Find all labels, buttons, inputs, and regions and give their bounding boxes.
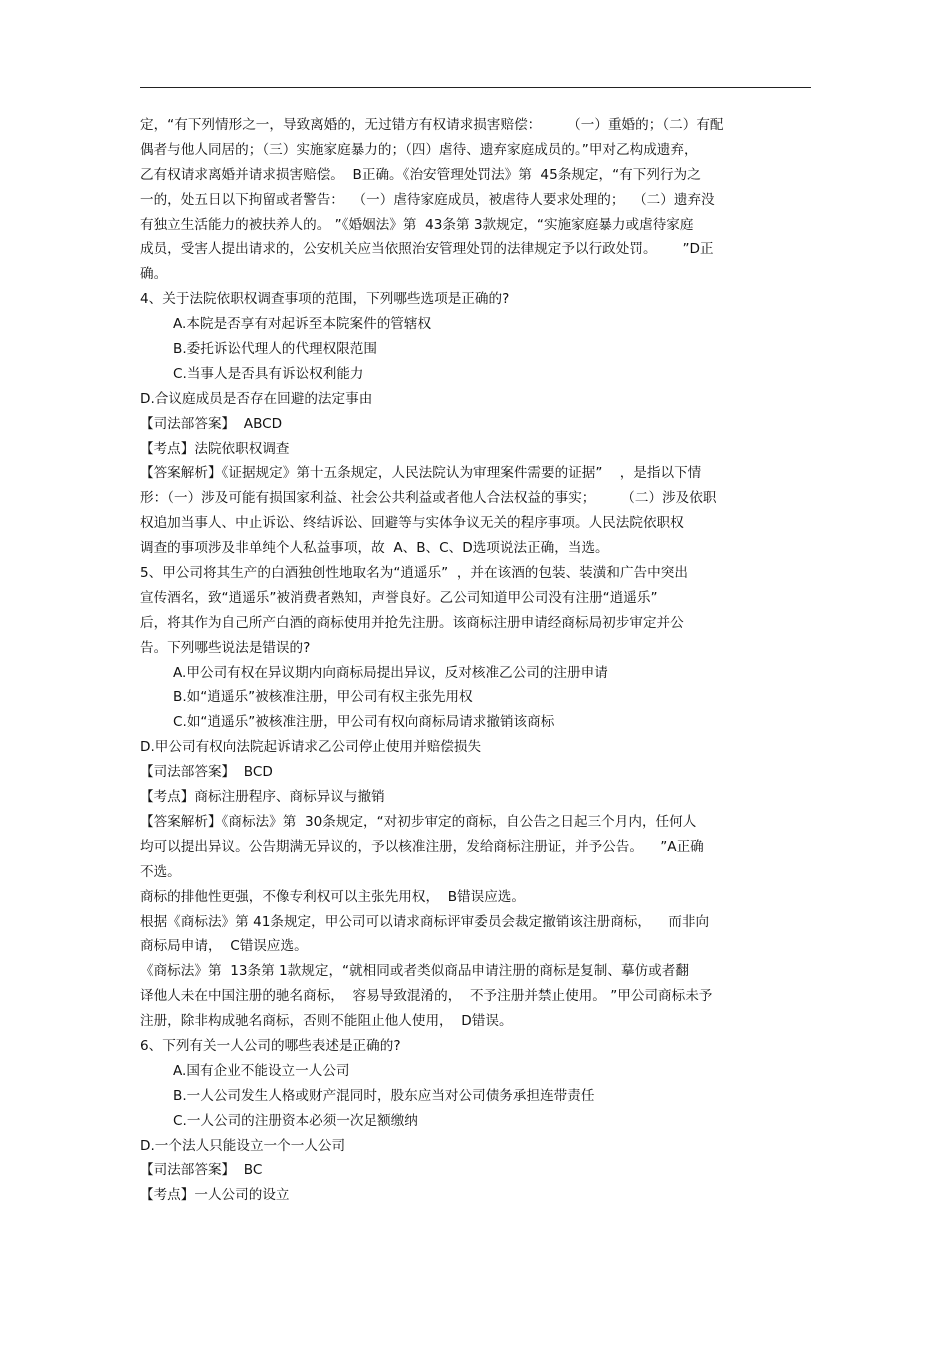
text-line: 形：（一）涉及可能有损国家利益、社会公共利益或者他人合法权益的事实； （二）涉及依职 [140, 490, 717, 507]
text-line: 【考点】法院依职权调查 [140, 440, 290, 457]
text-line: 5、甲公司将其生产的白酒独创性地取名为“逍遥乐” ，并在该酒的包装、装潢和广告中突出 [140, 565, 688, 582]
text-line: 【司法部答案】 BCD [140, 764, 273, 781]
header-rule [140, 87, 811, 88]
text-line: 商标的排他性更强，不像专利权可以主张先用权， B错误应选。 [140, 888, 525, 905]
text-line: 【司法部答案】 ABCD [140, 415, 283, 432]
text-line: 告。下列哪些说法是错误的? [140, 639, 311, 656]
text-line: C.如“逍遥乐”被核准注册，甲公司有权向商标局请求撤销该商标 [173, 714, 555, 731]
text-line: A.本院是否享有对起诉至本院案件的管辖权 [173, 316, 432, 333]
text-line: 调查的事项涉及非单纯个人私益事项，故 A、B、C、D选项说法正确，当选。 [140, 540, 609, 557]
text-line: C.一人公司的注册资本必须一次足额缴纳 [173, 1112, 418, 1129]
text-line: 后，将其作为自己所产白酒的商标使用并抢先注册。该商标注册申请经商标局初步审定并公 [140, 614, 684, 631]
text-line: 【考点】商标注册程序、商标异议与撤销 [140, 789, 385, 806]
text-line: 一的，处五日以下拘留或者警告： （一）虐待家庭成员，被虐待人要求处理的； （二）遗弃没 [140, 191, 715, 208]
text-line: A.甲公司有权在异议期内向商标局提出异议，反对核准乙公司的注册申请 [173, 664, 608, 681]
text-line: D.合议庭成员是否存在回避的法定事由 [140, 390, 373, 407]
text-line: 注册，除非构成驰名商标，否则不能阻止他人使用， D错误。 [140, 1013, 513, 1030]
text-line: 【答案解析】《商标法》第 30条规定，“对初步审定的商标，自公告之日起三个月内，任何人 [140, 813, 697, 830]
text-line: 【考点】一人公司的设立 [140, 1187, 290, 1204]
text-line: 均可以提出异议。公告期满无异议的，予以核准注册，发给商标注册证，并予公告。 ”A正确 [140, 838, 704, 855]
text-line: B.如“逍遥乐”被核准注册，甲公司有权主张先用权 [173, 689, 473, 706]
text-line: 宣传酒名，致“逍遥乐”被消费者熟知，声誉良好。乙公司知道甲公司没有注册“逍遥乐” [140, 589, 658, 606]
text-line: D.一个法人只能设立一个一人公司 [140, 1137, 346, 1154]
text-line: 乙有权请求离婚并请求损害赔偿。 B正确。《治安管理处罚法》第 45条规定，“有下列行为之 [140, 166, 701, 183]
text-line: 偶者与他人同居的；（三）实施家庭暴力的；（四）虐待、遗弃家庭成员的。”甲对乙构成遗弃， [140, 141, 698, 158]
text-line: 成员，受害人提出请求的，公安机关应当依照治安管理处罚的法律规定予以行政处罚。 ”D正 [140, 241, 714, 258]
text-line: D.甲公司有权向法院起诉请求乙公司停止使用并赔偿损失 [140, 739, 482, 756]
text-line: B.委托诉讼代理人的代理权限范围 [173, 341, 377, 358]
text-line: 【司法部答案】 BC [140, 1162, 263, 1179]
text-line: B.一人公司发生人格或财产混同时，股东应当对公司债务承担连带责任 [173, 1087, 595, 1104]
text-line: 权追加当事人、中止诉讼、终结诉讼、回避等与实体争议无关的程序事项。人民法院依职权 [140, 515, 684, 532]
text-line: 确。 [140, 266, 168, 283]
text-line: A.国有企业不能设立一人公司 [173, 1062, 350, 1079]
text-line: 不选。 [140, 863, 181, 880]
text-line: 有独立生活能力的被扶养人的。 ”《婚姻法》第 43条第 3款规定，“实施家庭暴力或虐待家庭 [140, 216, 694, 233]
text-line: 6、下列有关一人公司的哪些表述是正确的? [140, 1037, 401, 1054]
text-line: 【答案解析】《证据规定》第十五条规定，人民法院认为审理案件需要的证据” ，是指以下情 [140, 465, 702, 482]
text-line: 译他人未在中国注册的驰名商标， 容易导致混淆的， 不予注册并禁止使用。 ”甲公司商标未予 [140, 988, 713, 1005]
text-line: 商标局申请， C错误应选。 [140, 938, 308, 955]
text-line: 4、关于法院依职权调查事项的范围，下列哪些选项是正确的? [140, 291, 510, 308]
document-body [140, 113, 812, 1208]
text-line: 《商标法》第 13条第 1款规定，“就相同或者类似商品申请注册的商标是复制、摹仿或者翻 [140, 963, 689, 980]
text-line: 定，“有下列情形之一，导致离婚的，无过错方有权请求损害赔偿： （一）重婚的；（二）有配 [140, 117, 724, 133]
text-line: C.当事人是否具有诉讼权利能力 [173, 365, 364, 382]
text-line: 根据《商标法》第 41条规定，甲公司可以请求商标评审委员会裁定撤销该注册商标， 而非向 [140, 913, 710, 930]
